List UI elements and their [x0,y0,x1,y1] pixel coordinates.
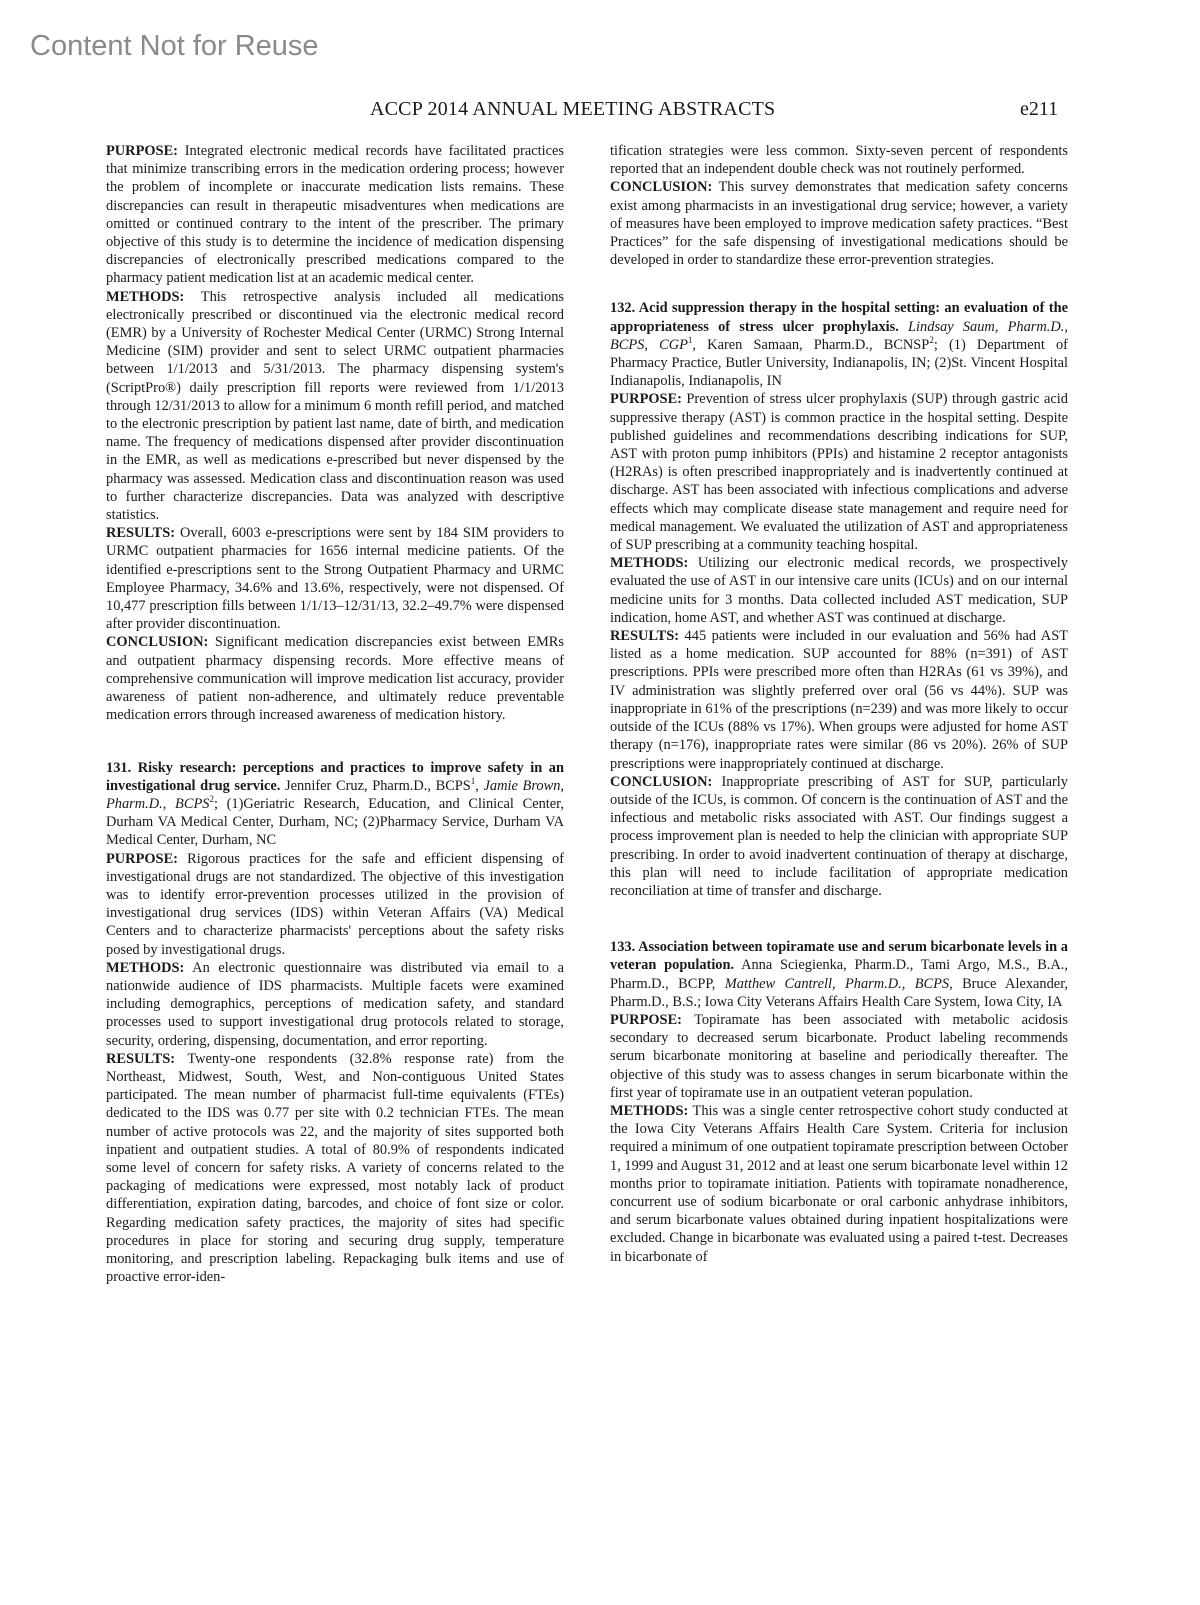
conclusion-paragraph [610,773,1068,900]
conclusion-paragraph [106,633,564,724]
section-text: Twenty-one respondents (32.8% response rate) from the Northeast, Midwest, South, West, and Non-contiguous United States participated. The mean number of pharmacist full-time equivalents (FTEs) dedicated to the IDS was 0.77 per site with 0.2 technician FTEs. The mean number of active protocols was 22, and the majority of sites supported both inpatient and outpatient studies. A total of 80.9% of respondents indicated some level of concern for safety risks. A variety of concerns related to the packaging of medications were expressed, most notably lack of product differentiation, expiration dating, barcodes, and choice of font size or color. Regarding medication safety practices, the majority of sites had specific procedures in place for storing and securing drug supply, temperature monitoring, and prescription labeling. Repackaging bulk items and use of proactive error-iden- [106,1050,564,1286]
results-paragraph [610,627,1068,773]
methods-paragraph [106,959,564,1050]
running-title: ACCP 2014 ANNUAL MEETING ABSTRACTS [370,98,776,120]
watermark: Content Not for Reuse [30,30,319,62]
section-text: Significant medication discrepancies exist between EMRs and outpatient pharmacy dispensing records. More effective means of comprehensive communication will improve medication list accuracy, provider awareness of patient non-adherence, and ultimately reduce preventable medication errors through increased awareness of medication history. [106,634,564,724]
section-label: RESULTS: [106,525,176,542]
abstract-title: 131. Risky research: perceptions and practices to improve safety in an investigational drug service. [106,759,564,794]
section-label: METHODS: [106,959,185,976]
results-paragraph [106,524,564,633]
section-text: Prevention of stress ulcer prophylaxis (SUP) through gastric acid suppressive therapy (AST) is common practice in the hospital setting. Despite published guidelines and recommendations describing indications for SUP, AST with proton pump inhibitors (PPIs) and histamine 2 receptor antagonists (H2RAs) is often prescribed inappropriately and is inadvertently continued at discharge. AST has been associated with infectious complications and adverse effects which may complicate disease state management and require need for medical management. We evaluated the utilization of AST and appropriateness of SUP prescribing at a community teaching hospital. [610,391,1068,554]
section-text: Rigorous practices for the safe and efficient dispensing of investigational drugs are not standardized. The objective of this investigation was to identify error-prevention processes utilized in the provision of investigational drug services (IDS) within Veteran Affairs (VA) Medical Centers and to characterize pharmacists' perceptions about the safety risks posed by investigational drugs. [106,850,564,958]
section-text: Utilizing our electronic medical records, we prospectively evaluated the use of AST in our intensive care units (ICUs) and on our internal medicine units for 3 months. Data collected included AST medication, SUP indication, home AST, and whether AST was continued at discharge. [610,555,1068,626]
author: Anna Sciegienka, Pharm.D., Tami Argo, M.S., B.A., Pharm.D., BCPP, [610,957,1068,992]
section-label: PURPOSE: [106,143,178,159]
section-label: RESULTS: [610,628,680,645]
purpose-paragraph [610,390,1068,554]
purpose-paragraph [610,1011,1068,1102]
purpose-paragraph [106,850,564,959]
section-label: CONCLUSION: [610,179,713,196]
section-text: 445 patients were included in our evaluation and 56% had AST listed as a home medication. SUP accounted for 88% (n=391) of AST prescriptions. PPIs were prescribed more often than H2RAs (61 vs 39%), and IV administration was slightly preferred over oral (56 vs 44%). SUP was inappropriate in 61% of the prescriptions (n=239) and was more likely to occur outside of the ICUs (88% vs 17%). When groups were adjusted for home AST therapy (n=176), inappropriate rates were similar (86 vs 20%). 26% of SUP prescriptions were inappropriately continued at discharge. [610,628,1068,772]
section-text: Overall, 6003 e-prescriptions were sent by 184 SIM providers to URMC outpatient pharmacies for 1656 internal medicine patients. Of the identified e-prescriptions sent to the Strong Outpatient Pharmacy and URMC Employee Pharmacy, 34.6% and 13.6%, respectively, were not dispensed. Of 10,477 prescription fills between 1/1/13–12/31/13, 32.2–49.7% were dispensed after provider discontinuation. [106,525,564,633]
section-label: METHODS: [610,555,689,572]
section-text: This was a single center retrospective cohort study conducted at the Iowa City Veterans Affairs Health Care System. Criteria for inclusion required a minimum of one outpatient topiramate prescription between October 1, 1999 and August 31, 2012 and at least one serum bicarbonate level within 12 months prior to topiramate initiation. Patients with topiramate nonadherence, concurrent use of sodium bicarbonate or oral carbonic anhydrase inhibitors, and serum bicarbonate values obtained during inpatient hospitalizations were excluded. Change in bicarbonate was evaluated using a paired t-test. Decreases in bicarbonate of [610,1102,1069,1265]
section-label: CONCLUSION: [610,773,713,790]
section-text: Integrated electronic medical records have facilitated practices that minimize transcribing errors in the medication ordering process; however the problem of incomplete or inaccurate medication lists remains. These discrepancies can result in therapeutic misadventures when medications are omitted or continued contrary to the intent of the prescriber. The primary objective of this study is to determine the incidence of medication dispensing discrepancies of electronically prescribed medications compared to the pharmacy patient medication list at an academic medical center. [106,143,564,287]
right-column [610,142,1068,1266]
section-label: RESULTS: [106,1050,176,1067]
author: Matthew Cantrell, Pharm.D., BCPS [724,975,950,992]
section-text: Inappropriate prescribing of AST for SUP, particularly outside of the ICUs, is common. Of concern is the continuation of AST and the infectious and metabolic risks associated with AST. Our findings suggest a process improvement plan is needed to help the clinician with appropriate SUP prescribing. In order to avoid inadvertent continuation of therapy at discharge, this plan will need to include facilitation of appropriate medication reconciliation at time of transfer and discharge. [610,773,1068,899]
affiliation-marker: 1 [470,775,476,786]
results-paragraph [106,1050,564,1287]
section-label: METHODS: [106,288,185,305]
author: Jennifer Cruz, Pharm.D., BCPS [280,777,471,794]
section-text: This survey demonstrates that medication safety concerns exist among pharmacists in an investigational drug service; however, a variety of measures have been employed to improve medication safety practices. “Best Practices” for the safe dispensing of investigational medications should be developed in order to standardize these error-prevention strategies. [610,179,1068,269]
affiliations: , Bruce Alexander, Pharm.D., B.S.; Iowa City Veterans Affairs Health Care System, Iowa City, IA [610,975,1069,1010]
methods-paragraph [106,288,564,525]
section-label: CONCLUSION: [106,634,209,651]
section-label: PURPOSE: [610,391,682,408]
affiliations: ; (1) Department of Pharmacy Practice, Butler University, Indianapolis, IN; (2)St. Vincent Hospital Indianapolis, Indianapolis, IN [610,336,1068,390]
author: Lindsay Saum, Pharm.D., BCPS, CGP [610,318,1068,353]
methods-paragraph [610,554,1068,627]
author: Jamie Brown, Pharm.D., BCPS [106,777,564,812]
left-column [106,142,564,1286]
results-continued-paragraph [610,142,1068,178]
section-text: tification strategies were less common. Sixty-seven percent of respondents reported that an independent double check was not routinely performed. [610,143,1068,178]
affiliation-marker: 1 [687,335,693,346]
abstract-132-heading [610,299,1068,390]
conclusion-paragraph [610,178,1068,269]
abstract-133-heading [610,938,1068,1011]
page-number: e211 [1020,98,1059,120]
author: , Karen Samaan, Pharm.D., BCNSP [692,336,930,353]
purpose-paragraph [106,142,564,288]
affiliations: ; (1)Geriatric Research, Education, and Clinical Center, Durham VA Medical Center, Durham, NC; (2)Pharmacy Service, Durham VA Medical Center, Durham, NC [106,795,564,849]
methods-paragraph [610,1102,1068,1266]
section-label: PURPOSE: [106,850,178,867]
section-label: METHODS: [610,1102,689,1119]
abstract-title: 132. Acid suppression therapy in the hospital setting: an evaluation of the appropriateness of stress ulcer prophylaxis. [610,300,1068,335]
abstract-title: 133. Association between topiramate use and serum bicarbonate levels in a veteran population. [610,939,1068,974]
section-text: Topiramate has been associated with metabolic acidosis secondary to decreased serum bicarbonate. Product labeling recommends serum bicarbonate monitoring at baseline and periodically thereafter. The objective of this study was to assess changes in serum bicarbonate within the first year of topiramate use in an outpatient veteran population. [610,1011,1068,1101]
section-text: An electronic questionnaire was distributed via email to a nationwide audience of IDS pharmacists. Multiple facets were examined including demographics, perceptions of medication safety, and standard processes used to support investigational drug protocols related to storage, security, ordering, dispensing, documentation, and error reporting. [106,959,564,1049]
affiliation-marker: 2 [929,335,934,346]
abstract-131-heading: 131. Risky research: perceptions and practices to improve safety in an investigational drug service. Jennifer Cruz, Pharm.D., BCPS$^1$, Jamie Brown, Pharm.D., BCPS$^2$; (1)Geriatric Research, Education, and Clinical Center, Durham VA Medical Center, Durham, NC; (2)Pharmacy Service, Durham VA Medical Center, Durham, NC [106,759,564,849]
section-text: This retrospective analysis included all medications electronically prescribed or discontinued via the electronic medical record (EMR) by a University of Rochester Medical Center (URMC) Strong Internal Medicine (SIM) provider and sent to select URMC outpatient pharmacies between 1/1/2013 and 5/31/2013. The pharmacy dispensing system's (ScriptPro®) daily prescription fill reports were reviewed from 1/1/2013 through 12/31/2013 to allow for a minimum 6 month refill period, and matched to the electronic prescription by patient last name, date of birth, and medication name. The frequency of medications dispensed after provider discontinuation in the EMR, as well as medications e-prescribed but never dispensed by the pharmacy was assessed. Medication class and discontinuation reason was used to further characterize discrepancies. Data was analyzed with descriptive statistics. [106,288,564,524]
section-label: PURPOSE: [610,1011,682,1028]
affiliation-marker: 2 [209,794,214,805]
